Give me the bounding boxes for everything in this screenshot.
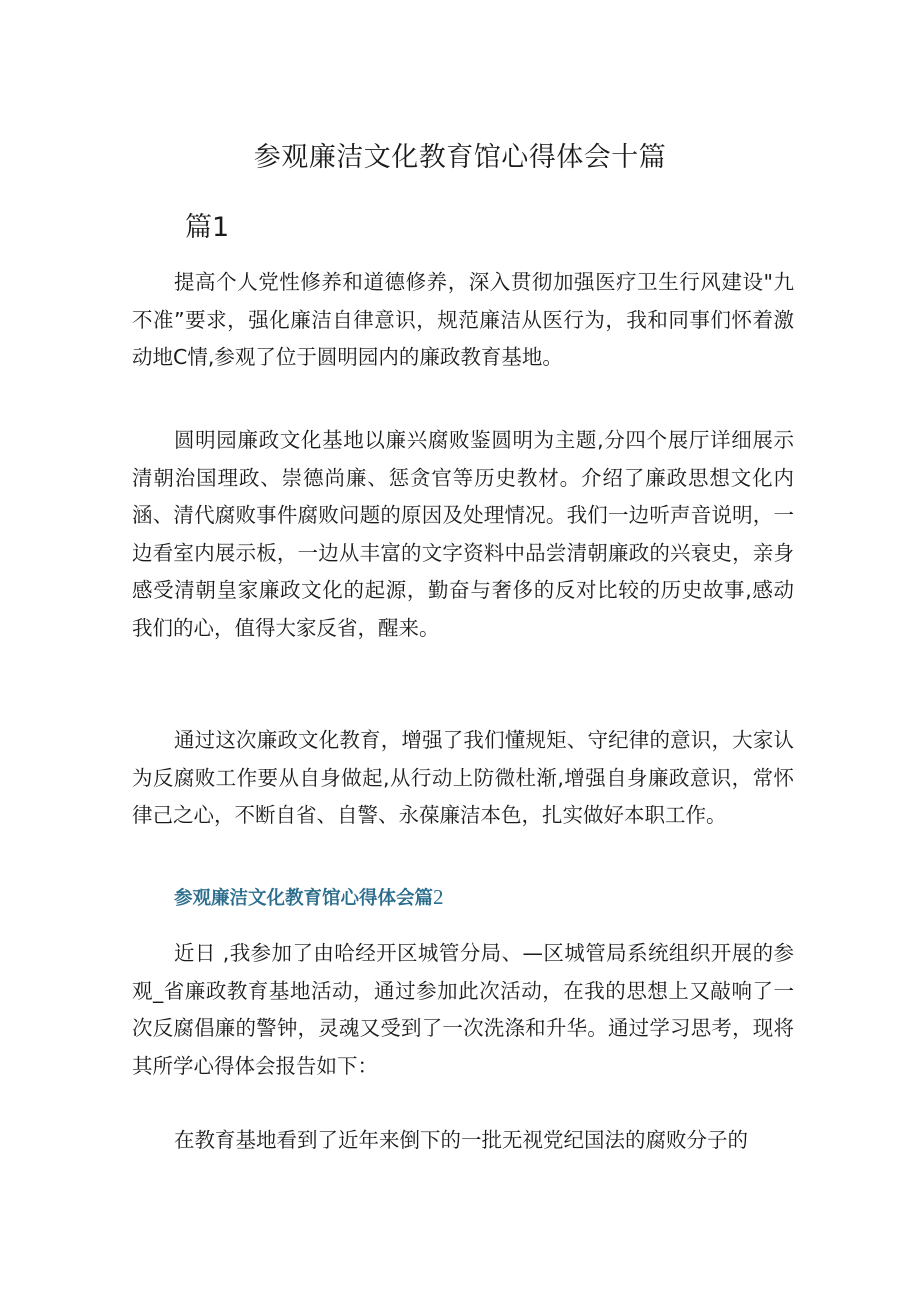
paragraph-2: 圆明园廉政文化基地以廉兴腐败鉴圆明为主题,分四个展厅详细展示清朝治国理政、崇德尚廉、惩贪官等历史教材。介绍了廉政思想文化内涵、清代腐败事件腐败问题的原因及处理情况。我们一边听声音说明，一边看室内展示板，一边从丰富的文字资料中品尝清朝廉政的兴衰史，亲身感受清朝皇家廉政文化的起源，勤奋与奢侈的反对比较的历史故事,感动我们的心，值得大家反省，醒来。 <box>132 428 794 640</box>
section-2-heading-number: 2 <box>433 885 444 909</box>
section-2-heading-text: 参观廉洁文化教育馆心得体会篇 <box>174 888 434 909</box>
section-2-heading <box>174 880 444 916</box>
section-1-label: 篇1 <box>185 212 230 243</box>
paragraph-4: 近日 ,我参加了由哈经开区城管分局、—区城管局系统组织开展的参观_省廉政教育基地活动，通过参加此次活动，在我的思想上又敲响了一次反腐倡廉的警钟，灵魂又受到了一次洗涤和升华。通过学习思考，现将其所学心得体会报告如下： <box>132 941 794 1078</box>
paragraph-5: 在教育基地看到了近年来倒下的一批无视党纪国法的腐败分子的 <box>174 1128 748 1152</box>
paragraph-1: 提高个人党性修养和道德修养，深入贯彻加强医疗卫生行风建设"九不准”要求，强化廉洁自律意识，规范廉洁从医行为，我和同事们怀着激动地C情,参观了位于圆明园内的廉政教育基地。 <box>132 270 794 370</box>
document-title: 参观廉洁文化教育馆心得体会十篇 <box>253 142 667 173</box>
paragraph-3: 通过这次廉政文化教育，增强了我们懂规矩、守纪律的意识，大家认为反腐败工作要从自身做起,从行动上防微杜渐,增强自身廉政意识，常怀律己之心，不断自省、自警、永葆廉洁本色，扎实做好本职工作。 <box>132 728 794 828</box>
